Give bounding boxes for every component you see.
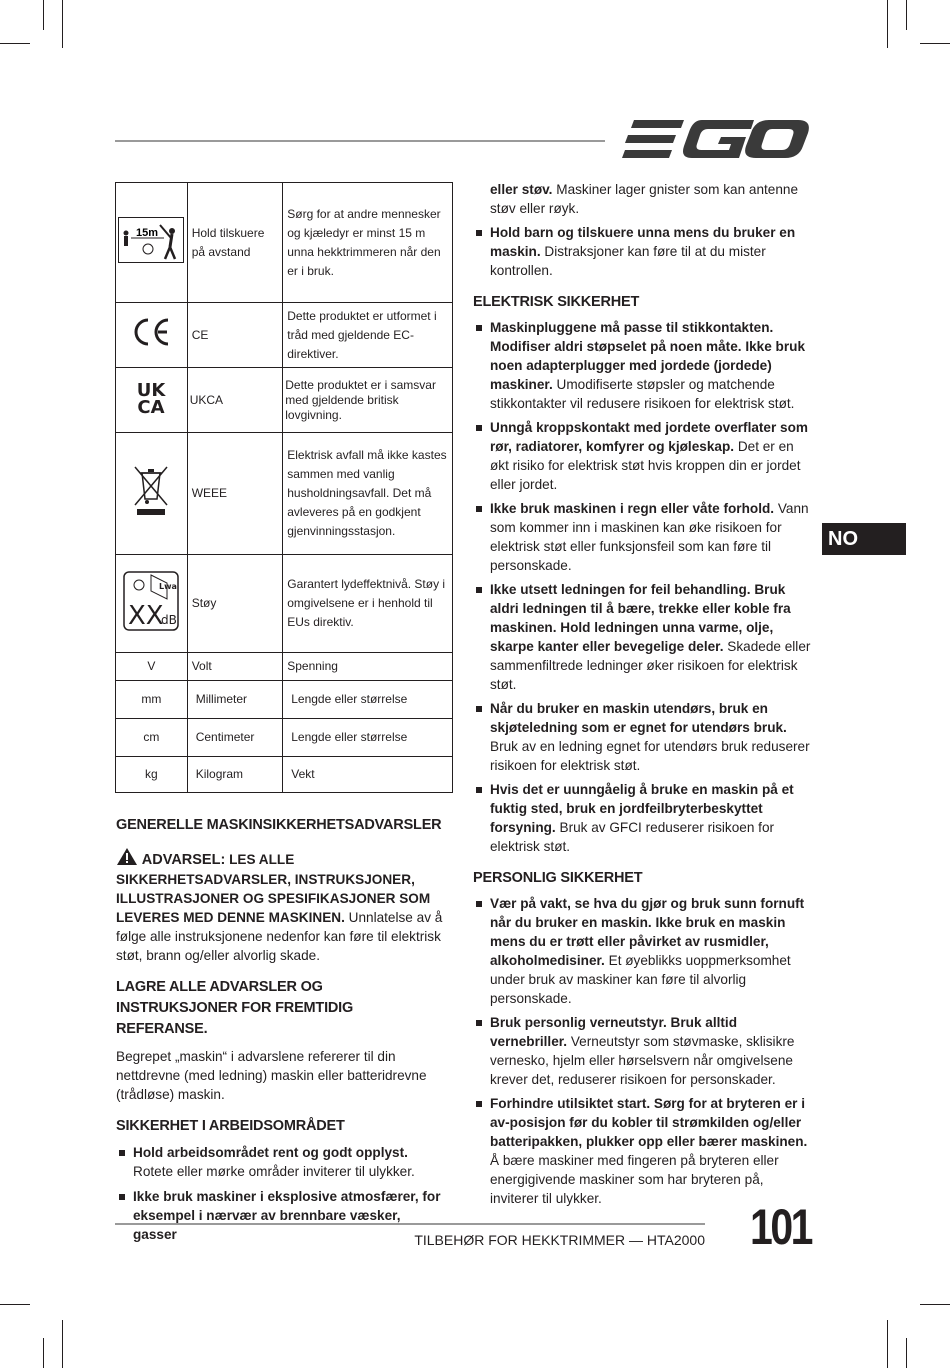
- table-cell-desc: Garantert lydeffektnivå. Støy i omgivelsene er i henhold til EUs direktiv.: [283, 555, 453, 653]
- crop-mark: [0, 1304, 30, 1305]
- crop-mark: [887, 0, 888, 48]
- table-cell-desc: Lengde eller størrelse: [283, 719, 453, 757]
- crop-mark: [62, 0, 63, 48]
- language-tab: NO: [822, 523, 906, 555]
- table-cell-name: Volt: [187, 653, 283, 681]
- list-item-text: Det er en økt risiko for elektrisk støt hvis kroppen din er jordet eller jordet.: [490, 439, 801, 492]
- warning-triangle-icon: [116, 847, 138, 866]
- table-cell-symbol: kg: [116, 757, 188, 793]
- list-item: [473, 418, 813, 494]
- table-cell-desc: Dette produktet er utformet i tråd med gjeldende EC-direktiver.: [283, 303, 453, 368]
- table-cell-icon: [116, 433, 188, 555]
- svg-text:UK: UK: [137, 380, 166, 401]
- table-cell-desc: Elektrisk avfall må ikke kastes sammen med vanlig husholdningsavfall. Det må avleveres på en godkjent gjenvinningsstasjon.: [283, 433, 453, 555]
- table-cell-name: Hold tilskuere på avstand: [187, 183, 283, 303]
- ego-logo: [622, 118, 810, 162]
- page-number: 101: [750, 1199, 812, 1255]
- list-item-bold: Unngå kroppskontakt med jordete overflater som rør, radiatorer, komfyrer og kjøleskap.: [490, 420, 809, 454]
- table-cell-desc: Spenning: [283, 653, 453, 681]
- table-row: [116, 681, 453, 719]
- table-cell-symbol: mm: [116, 681, 188, 719]
- list-item: [473, 318, 813, 413]
- section-heading-personal: PERSONLIG SIKKERHET: [473, 870, 643, 886]
- table-row: [116, 719, 453, 757]
- section-heading-electric: ELEKTRISK SIKKERHET: [473, 294, 640, 310]
- table-cell-name: Millimeter: [187, 681, 283, 719]
- table-cell-desc: Sørg for at andre mennesker og kjæledyr er minst 15 m unna hekktrimmeren når den er i bruk.: [283, 183, 453, 303]
- list-item-bold: Ikke bruk maskinen i regn eller våte forhold.: [490, 501, 775, 516]
- svg-text:dB: dB: [161, 612, 178, 627]
- table-cell-name: Støy: [187, 555, 283, 653]
- list-item-text: Bruk av GFCI reduserer risikoen for elektrisk støt.: [490, 820, 775, 854]
- list-item-text: Verneutstyr som støvmaske, sklisikre vernesko, hjelm eller hørselsvern når omgivelsene krever det, reduserer risikoen for personskader.: [490, 1034, 795, 1087]
- distance-label: 15m: [136, 226, 159, 239]
- list-item-bold: Hold barn og tilskuere unna mens du bruker en maskin.: [490, 225, 796, 259]
- svg-text:CA: CA: [137, 397, 165, 414]
- list-item-continued: [473, 180, 813, 218]
- warning-label: ADVARSEL:: [141, 852, 226, 868]
- table-cell-icon: [116, 183, 188, 303]
- crop-mark: [0, 43, 30, 44]
- table-row: [116, 183, 453, 303]
- list-item-bold: Hvis det er uunngåelig å bruke en maskin på et fuktig sted, bruk en jordfeilbryterbeskyttet forsyning.: [490, 782, 794, 835]
- table-cell-symbol: cm: [116, 719, 188, 757]
- table-row: [116, 757, 453, 793]
- list-item-bold: Maskinpluggene må passe til stikkontakten. Modifiser aldri støpselet på noen måte. Ikke bruk noen adapterplugger med jordede (jordede) maskiner.: [490, 320, 806, 392]
- list-item-text: Skadede eller sammenfiltrede ledninger øker risikoen for elektrisk støt.: [490, 639, 811, 692]
- section-heading-general: GENERELLE MASKINSIKKERHETSADVARSLER: [116, 817, 442, 833]
- list-item-text: Bruk av en ledning egnet for utendørs bruk reduserer risikoen for elektrisk støt.: [490, 739, 810, 773]
- table-row: [116, 433, 453, 555]
- warning-text: Unnlatelse av å følge alle instruksjonene nedenfor kan føre til elektrisk støt, brann og/eller alvorlig skade.: [116, 910, 443, 963]
- crop-mark: [920, 1304, 950, 1305]
- weee-bin-icon: [133, 465, 169, 517]
- list-item: [473, 1094, 813, 1208]
- table-cell-name: Centimeter: [187, 719, 283, 757]
- table-cell-name: WEEE: [187, 433, 283, 555]
- table-cell-symbol: V: [116, 653, 188, 681]
- list-item-text: Å bære maskiner med fingeren på bryteren eller energigivende maskiner som har bryteren på, inviterer til ulykker.: [490, 1153, 779, 1206]
- list-item: [473, 780, 813, 856]
- table-cell-icon: [116, 303, 188, 368]
- term-paragraph: Begrepet „maskin“ i advarslene refererer til din nettdrevne (med ledning) maskin eller batteridrevne (trådløse) maskin.: [116, 1049, 427, 1102]
- list-item: [473, 894, 813, 1008]
- list-item-bold: Når du bruker en maskin utendørs, bruk en skjøteledning som er egnet for utendørs bruk.: [490, 701, 787, 735]
- list-item-bold: Vær på vakt, se hva du gjør og bruk sunn fornuft når du bruker en maskin. Ikke bruk en maskin mens du er trøtt eller påvirket av rusmidler, alkoholmedisiner.: [490, 896, 805, 968]
- list-item-text: Umodifiserte støpsler og matchende stikkontakter vil redusere risikoen for elektrisk støt.: [490, 377, 795, 411]
- footer-title: TILBEHØR FOR HEKKTRIMMER — HTA2000: [414, 1232, 705, 1248]
- list-item-text: Vann som kommer inn i maskinen kan øke risikoen for elektrisk støt eller funksjonsfeil som kan føre til personskade.: [490, 501, 809, 573]
- table-row: [116, 303, 453, 368]
- warning-paragraph: [116, 847, 446, 965]
- list-item-text: Distraksjoner kan føre til at du mister kontrollen.: [490, 244, 766, 278]
- table-cell-name: UKCA: [187, 368, 283, 433]
- list-item: [473, 499, 813, 575]
- table-row: [116, 368, 453, 433]
- crop-mark: [43, 0, 44, 30]
- list-item-text: Rotete eller mørke områder inviterer til ulykker.: [133, 1164, 415, 1179]
- list-item: [473, 223, 813, 280]
- ce-mark-icon: [131, 317, 171, 347]
- table-row: [116, 555, 453, 653]
- table-cell-desc: Vekt: [283, 757, 453, 793]
- left-column: [116, 816, 446, 1244]
- list-item: [473, 580, 813, 694]
- noise-level-icon: [123, 571, 179, 631]
- list-item: [473, 1013, 813, 1089]
- table-cell-icon: [116, 368, 188, 433]
- symbols-table: [115, 182, 453, 793]
- keep-distance-icon: [118, 217, 184, 263]
- list-item: [473, 699, 813, 775]
- crop-mark: [920, 43, 950, 44]
- list-item-bold: Forhindre utilsiktet start. Sørg for at bryteren er i av-posisjon før du kobler til strømkilden og/eller batteripakken, plukker opp eller bærer maskinen.: [490, 1096, 808, 1149]
- table-cell-desc: Lengde eller størrelse: [283, 681, 453, 719]
- list-item-bold: Ikke utsett ledningen for feil behandling. Bruk aldri ledningen til å bære, trekke eller koble fra maskinen. Hold ledningen unna varme, olje, skarpe kanter eller bevegelige deler.: [490, 582, 791, 654]
- table-cell-desc: Dette produktet er i samsvar med gjeldende britisk lovgivning.: [283, 368, 453, 433]
- list-item-bold: Hold arbeidsområdet rent og godt opplyst.: [133, 1145, 408, 1160]
- crop-mark: [62, 1320, 63, 1368]
- list-item-text: Et øyeblikks uoppmerksomhet under bruk av maskiner kan føre til alvorlig personskade.: [490, 953, 791, 1006]
- list-item-bold: eller støv.: [490, 182, 553, 197]
- table-cell-name: Kilogram: [187, 757, 283, 793]
- list-item-bold: Bruk personlig verneutstyr. Bruk alltid vernebriller.: [490, 1015, 738, 1049]
- ukca-mark-icon: [134, 380, 168, 414]
- table-row: [116, 653, 453, 681]
- crop-mark: [906, 1338, 907, 1368]
- footer-rule: [115, 1223, 705, 1225]
- right-column: [473, 180, 813, 1208]
- svg-text:Lwa: Lwa: [159, 581, 178, 591]
- section-heading-keep: LAGRE ALLE ADVARSLER OG INSTRUKSJONER FOR FREMTIDIG REFERANSE.: [116, 979, 354, 1037]
- warning-bold-text: LES ALLE SIKKERHETSADVARSLER, INSTRUKSJONER, ILLUSTRASJONER OG SPESIFIKASJONER SOM LEVERES MED DENNE MASKINEN.: [116, 852, 431, 925]
- table-cell-icon: [116, 555, 188, 653]
- table-cell-name: CE: [187, 303, 283, 368]
- list-item-text: Maskiner lager gnister som kan antenne støv eller røyk.: [490, 182, 799, 216]
- crop-mark: [43, 1338, 44, 1368]
- section-heading-work: SIKKERHET I ARBEIDSOMRÅDET: [116, 1118, 345, 1134]
- crop-mark: [887, 1320, 888, 1368]
- noise-level-value: XX: [128, 600, 164, 631]
- list-item-bold: Ikke bruk maskiner i eksplosive atmosfærer, for eksempel i nærvær av brennbare væsker, gasser: [133, 1189, 441, 1242]
- crop-mark: [906, 0, 907, 30]
- header-rule: [115, 140, 605, 142]
- list-item: [116, 1143, 446, 1181]
